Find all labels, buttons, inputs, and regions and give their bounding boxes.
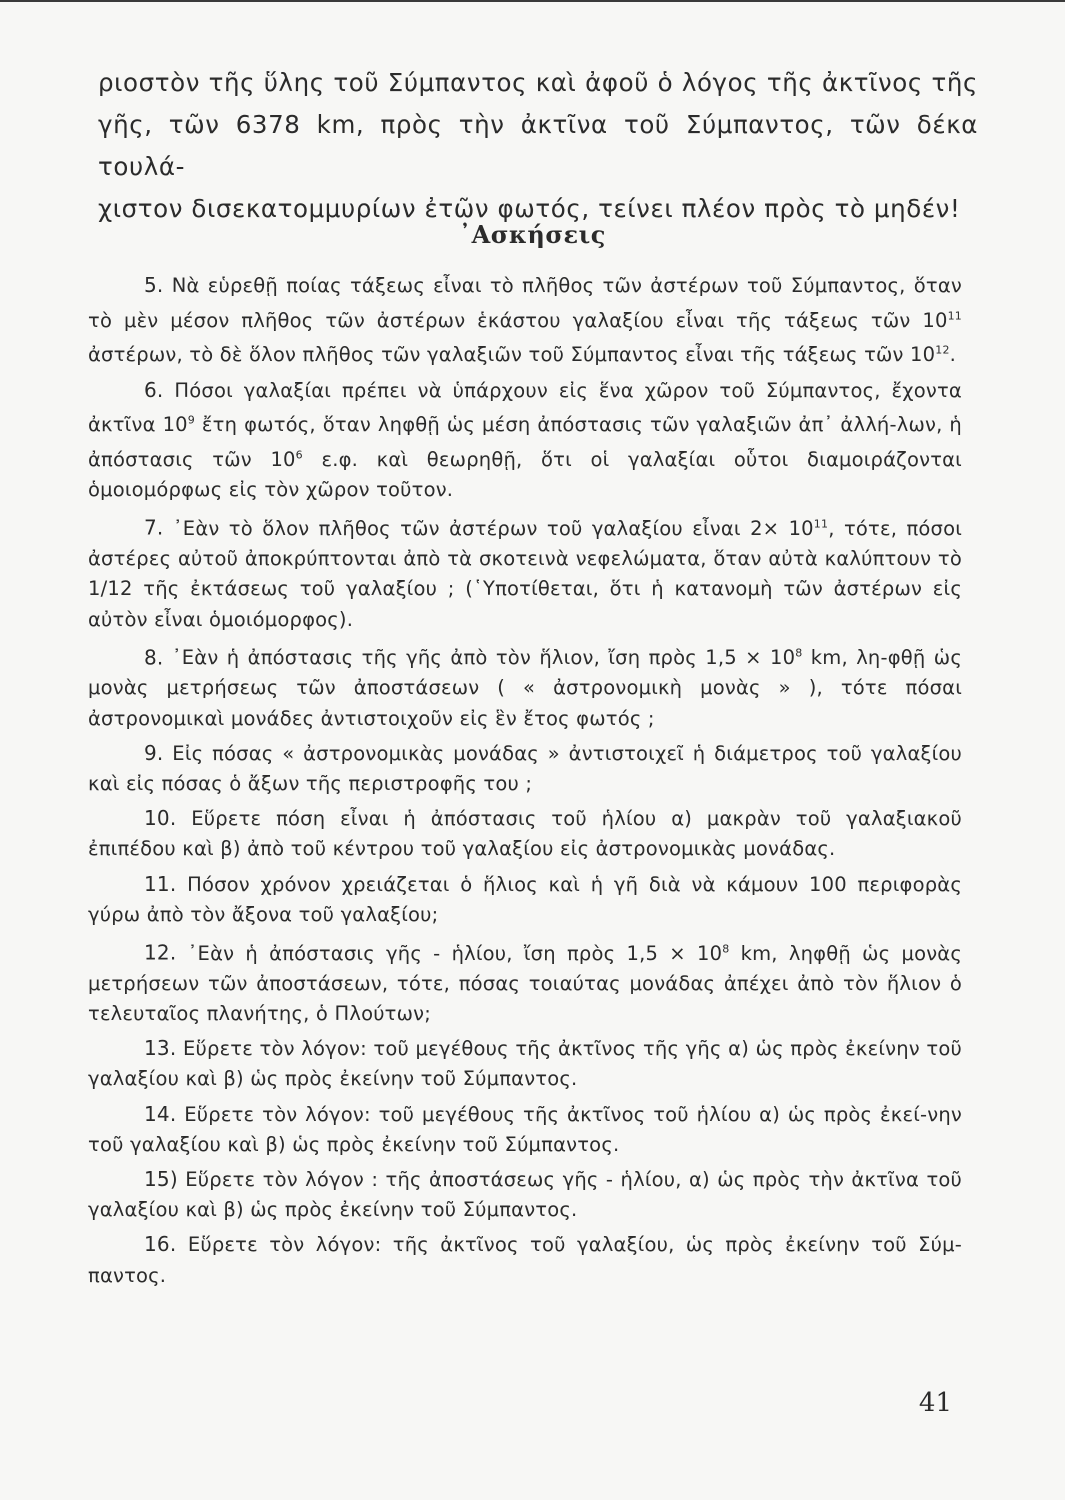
exercise-number: 14. [144,1101,177,1126]
exercise-item [88,639,962,734]
exercise-text [88,517,962,631]
exponent: 8 [795,646,803,660]
text-run: Νὰ εὑρεθῇ ποίας τάξεως εἶναι τὸ πλῆθος τῶν ἀστέρων τοῦ Σύμπαντος, ὅταν τὸ μὲν μέσον πλῆθος τῶν ἀστέρων ἑκάστου γαλαξίου εἶναι τῆς τάξεως τῶν 10 [88,274,962,332]
exercise-number: 16. [144,1232,177,1257]
intro-line: χιστον δισεκατομμυρίων ἐτῶν φωτός, τείνει πλέον πρὸς τὸ μηδέν! [98,194,961,223]
exercise-number: 10. [144,806,177,831]
exponent: 12 [935,343,950,357]
text-run: ᾿Εὰν ἡ ἀπόστασις τῆς γῆς ἀπὸ τὸν ἥλιον, ἴση πρὸς 1,5 × 10 [171,646,796,670]
text-run: km, λη-φθῇ ὡς μονὰς μετρήσεως τῶν ἀποστάσεων ( « ἀστρονομικὴ μονὰς » ), τότε πόσαι ἀστρονομικαὶ μονάδες ἀντιστοιχοῦν εἰς ἓν ἔτος φωτός ; [88,646,962,730]
exercise-text [88,1037,962,1090]
exercise-number: 11. [144,871,177,896]
exercise-item [88,1229,962,1290]
text-run: Πόσοι γαλαξίαι πρέπει νὰ ὑπάρχουν εἰς ἕνα χῶρον τοῦ Σύμπαντος, ἔχοντα ἀκτῖνα 10 [88,378,962,437]
exercise-text [88,274,962,366]
exercise-text [88,942,962,1025]
intro-line: ριοστὸν τῆς ὕλης τοῦ Σύμπαντος καὶ ἀφοῦ ὁ λόγος τῆς ἀκτῖνος τῆς [98,68,978,97]
exercise-text [88,807,962,860]
exercise-number: 8. [144,645,164,670]
top-edge-rule [0,0,1065,2]
exercise-list [88,270,962,1295]
exercise-item [88,803,962,864]
exercise-text [88,742,962,795]
text-run: ᾿Εὰν ἡ ἀπόστασις γῆς - ἡλίου, ἴση πρὸς 1,5 × 10 [187,941,723,965]
text-run: ἀστέρων, τὸ δὲ ὅλον πλῆθος τῶν γαλαξιῶν τοῦ Σύμπαντος εἶναι τῆς τάξεως τῶν 10 [88,343,936,367]
section-heading: ᾿Ασκήσεις [459,220,606,249]
exercise-item [88,1099,962,1160]
exercise-text [88,646,962,729]
exercise-item [88,270,962,371]
exercise-item [88,738,962,799]
exponent: 9 [187,413,195,427]
exercise-text [88,379,962,502]
exercise-item [88,375,962,506]
exponent: 8 [722,942,730,956]
exercise-text [88,1103,962,1156]
text-run: ε.φ. καὶ θεωρηθῇ, ὅτι οἱ γαλαξίαι οὗτοι διαμοιράζονται ὁμοιομόρφως εἰς τὸν χῶρον τοῦτον. [88,448,962,502]
exercise-item [88,1033,962,1094]
exercise-number: 15) [144,1166,178,1191]
exercise-text [88,873,962,926]
exercise-text [88,1168,962,1221]
exercise-item [88,869,962,930]
intro-line: γῆς, τῶν 6378 km, πρὸς τὴν ἀκτῖνα τοῦ Σύμπαντος, τῶν δέκα τουλά- [98,110,978,181]
text-run: Εὕρετε τὸν λόγον: τοῦ μεγέθους τῆς ἀκτῖνος τῆς γῆς α) ὡς πρὸς ἐκείνην τοῦ γαλαξίου καὶ β) ὡς πρὸς ἐκείνην τοῦ Σύμπαντος. [88,1037,962,1091]
exercise-item [88,934,962,1029]
exercise-text [88,1233,962,1286]
exercise-number: 9. [144,740,164,765]
text-run: Πόσον χρόνον χρειάζεται ὁ ἥλιος καὶ ἡ γῆ διὰ νὰ κάμουν 100 περιφορὰς γύρω ἀπὸ τὸν ἄξονα τοῦ γαλαξίου; [88,872,962,926]
exercise-number: 7. [144,515,164,540]
exercise-number: 6. [144,377,164,402]
exercise-item [88,1164,962,1225]
intro-paragraph [98,62,978,230]
text-run: ᾿Εὰν τὸ ὅλον πλῆθος τῶν ἀστέρων τοῦ γαλαξίου εἶναι 2× 10 [172,516,814,540]
text-run: ἔτη φωτός, ὅταν ληφθῇ ὡς μέση ἀπόστασις τῶν γαλαξιῶν ἀπ᾿ ἀλλή-λων, ἡ ἀπόστασις τῶν 10 [88,413,962,472]
text-run: Εὕρετε τὸν λόγον: τοῦ μεγέθους τῆς ἀκτῖνος τοῦ ἡλίου α) ὡς πρὸς ἐκεί-νην τοῦ γαλαξίου καὶ β) ὡς πρὸς ἐκείνην τοῦ Σύμπαντος. [88,1102,962,1156]
exercise-number: 5. [144,273,164,297]
exercise-number: 12. [144,940,177,965]
exercise-number: 13. [144,1036,177,1061]
text-run: km, ληφθῇ ὡς μονὰς μετρήσεων τῶν ἀποστάσεων, τότε, πόσας τοιαύτας μονάδας ἀπέχει ἀπὸ τὸν ἥλιον ὁ τελευταῖος πλανήτης, ὁ Πλούτων; [88,941,962,1025]
exponent: 11 [947,309,962,323]
exponent: 6 [295,448,303,462]
text-run: Εὕρετε τὸν λόγον : τῆς ἀποστάσεως γῆς - ἡλίου, α) ὡς πρὸς τὴν ἀκτῖνα τοῦ γαλαξίου καὶ β) ὡς πρὸς ἐκείνην τοῦ Σύμπαντος. [88,1167,962,1222]
page-number: 41 [918,1388,952,1418]
exponent: 11 [813,517,829,531]
text-run: Εὕρετε τὸν λόγον: τῆς ἀκτῖνος τοῦ γαλαξίου, ὡς πρὸς ἐκείνην τοῦ Σύμ-παντος. [88,1233,962,1287]
text-run: Εἰς πόσας « ἀστρονομικὰς μονάδας » ἀντιστοιχεῖ ἡ διάμετρος τοῦ γαλαξίου καὶ εἰς πόσας ὁ ἄξων τῆς περιστροφῆς του ; [88,741,962,796]
text-run: , τότε, πόσοι ἀστέρες αὐτοῦ ἀποκρύπτονται ἀπὸ τὰ σκοτεινὰ νεφελώματα, ὅταν αὐτὰ καλύπτουν τὸ 1/12 τῆς ἐκτάσεως τοῦ γαλαξίου ; (῾Υποτίθεται, ὅτι ἡ κατανομὴ τῶν ἀστέρων εἰς αὐτὸν εἶναι ὁμοιόμορφος). [88,516,963,631]
exercise-item [88,509,962,634]
text-run: . [949,343,957,367]
text-run: Εὕρετε πόση εἶναι ἡ ἀπόστασις τοῦ ἡλίου α) μακρὰν τοῦ γαλαξιακοῦ ἐπιπέδου καὶ β) ἀπὸ τοῦ κέντρου τοῦ γαλαξίου εἰς ἀστρονομικὰς μονάδας. [88,807,962,861]
